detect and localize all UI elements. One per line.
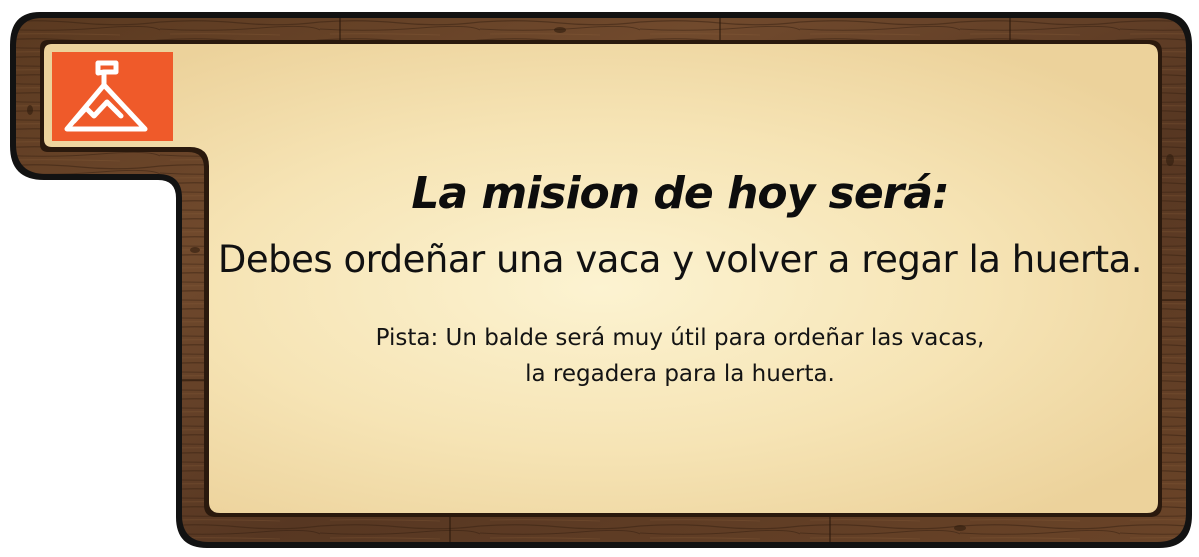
hint-line-1: Pista: Un balde será muy útil para ordeñar las vacas,	[375, 325, 985, 351]
mountain-flag-icon	[52, 52, 173, 141]
hint-line-2: la regadera para la huerta.	[525, 361, 835, 387]
mission-objective: Debes ordeñar una vaca y volver a regar la huerta.	[217, 238, 1143, 281]
mission-hint	[230, 320, 1130, 392]
mission-badge	[52, 52, 173, 141]
mission-title: La mision de hoy será:	[411, 168, 949, 219]
